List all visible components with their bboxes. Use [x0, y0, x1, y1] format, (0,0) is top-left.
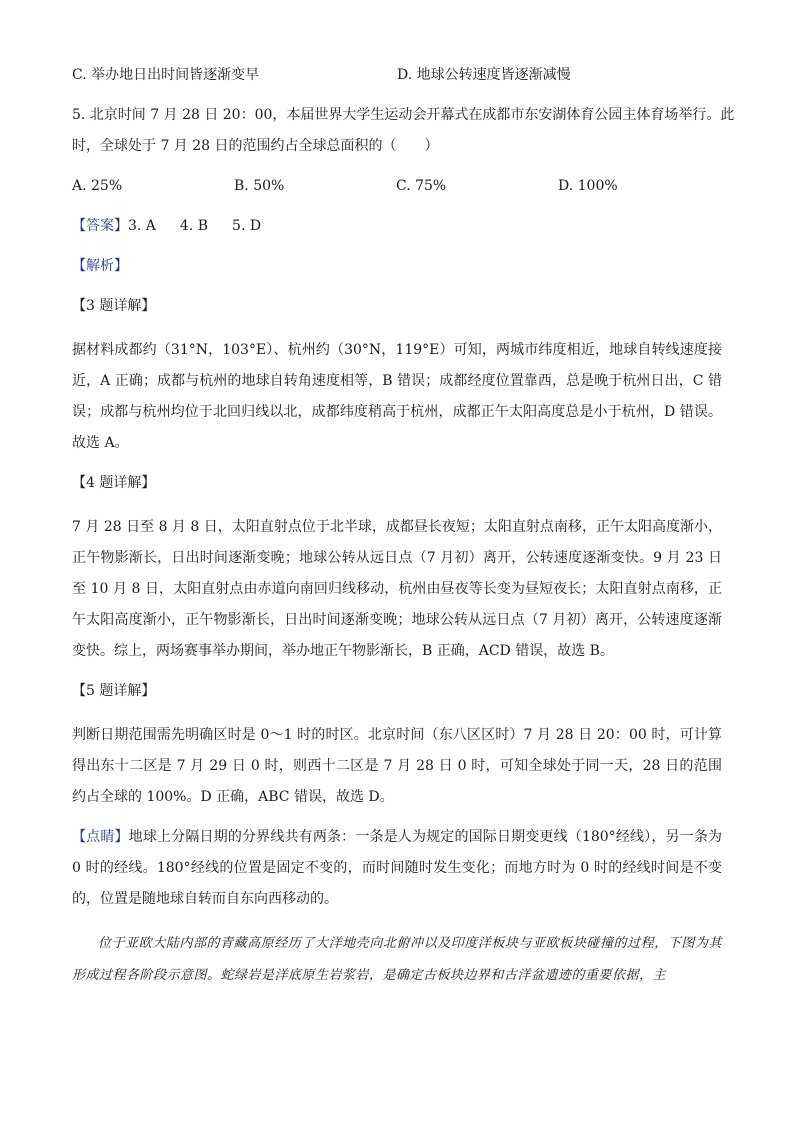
q5-question — [72, 100, 735, 202]
detail5-heading-row — [72, 676, 722, 707]
tip-paragraph — [72, 822, 722, 915]
q4-option-c[interactable]: C. 举办地日出时间皆逐渐变早 — [72, 67, 260, 83]
detail4-heading-row — [72, 468, 722, 499]
q5-option-a[interactable]: A. 25% — [72, 178, 123, 194]
detail4-heading: 【4 题详解】 — [72, 475, 156, 491]
detail5-text: 判断日期范围需先明确区时是 0～1 时的时区。北京时间（东八区区时）7 月 28 日 20：00 时，可计算得出东十二区是 7 月 29 日 0 时，则西十二区是 7 月 28 日 0 时，可知全球处于同一天，28 日的范围约占全球的 100%。D 正确，ABC 错误，故选 D。 — [72, 727, 722, 805]
passage-text: 位于亚欧大陆内部的青藏高原经历了大洋地壳向北俯冲以及印度洋板块与亚欧板块碰撞的过程，下图为其形成过程各阶段示意图。蛇绿岩是洋底原生岩浆岩，是确定古板块边界和古洋盆遗迹的重要依据，主 — [72, 936, 722, 983]
tip-tag: 【点睛】 — [72, 829, 129, 845]
answer-row — [72, 211, 722, 242]
q4-options-row — [72, 60, 722, 91]
q5-options-row — [72, 171, 722, 202]
detail5-heading: 【5 题详解】 — [72, 683, 156, 699]
q5-option-c[interactable]: C. 75% — [396, 178, 447, 194]
detail3-heading: 【3 题详解】 — [72, 298, 156, 314]
detail4-text: 7 月 28 日至 8 月 8 日，太阳直射点位于北半球，成都昼长夜短；太阳直射点南移，正午太阳高度渐小，正午物影渐长，日出时间逐渐变晚；地球公转从远日点（7 月初）离开，公转速度逐渐变快。9 月 23 日至 10 月 8 日，太阳直射点由赤道向南回归线移动，杭州由昼夜等长变为昼短夜长；太阳直射点南移，正午太阳高度渐小，正午物影渐长，日出时间逐渐变晚；地球公转从远日点（7 月初）离开，公转速度逐渐变快。综上，两场赛事举办期间，举办地正午物影渐长，B 正确，ACD 错误，故选 B。 — [72, 519, 722, 659]
analysis-tag: 【解析】 — [72, 258, 128, 274]
exam-page — [72, 60, 735, 992]
q5-stem-line-1: 5. 北京时间 7 月 28 日 20：00，本届世界大学生运动会开幕式在成都市东安湖体育公园主体育场举行。此 — [72, 107, 735, 123]
analysis-heading-row — [72, 251, 722, 282]
q5-stem-line-2: 时，全球处于 7 月 28 日的范围约占全球总面积的（ ） — [72, 138, 439, 154]
q4-option-d[interactable]: D. 地球公转速度皆逐渐减慢 — [397, 67, 571, 83]
tip-text: 地球上分隔日期的分界线共有两条：一条是人为规定的国际日期变更线（180°经线），另一条为 0 时的经线。180°经线的位置是固定不变的，而时间随时发生变化；而地方时为 0 时的经线时间是不变的，位置是随地球自转而自东向西移动的。 — [72, 829, 722, 907]
answer-5: 5. D — [232, 218, 262, 234]
detail3-text: 据材料成都约（31°N，103°E）、杭州约（30°N，119°E）可知，两城市纬度相近，地球自转线速度接近，A 正确；成都与杭州的地球自转角速度相等，B 错误；成都经度位置靠西，总是晚于杭州日出，C 错误；成都与杭州均位于北回归线以北，成都纬度稍高于杭州，成都正午太阳高度总是小于杭州，D 错误。故选 A。 — [72, 342, 722, 451]
answer-4: 4. B — [179, 218, 209, 234]
answer-tag: 【答案】 — [72, 218, 128, 234]
detail3-heading-row — [72, 291, 722, 322]
q5-option-d[interactable]: D. 100% — [558, 178, 618, 194]
q5-option-b[interactable]: B. 50% — [234, 178, 285, 194]
answer-3: 3. A — [128, 218, 156, 234]
